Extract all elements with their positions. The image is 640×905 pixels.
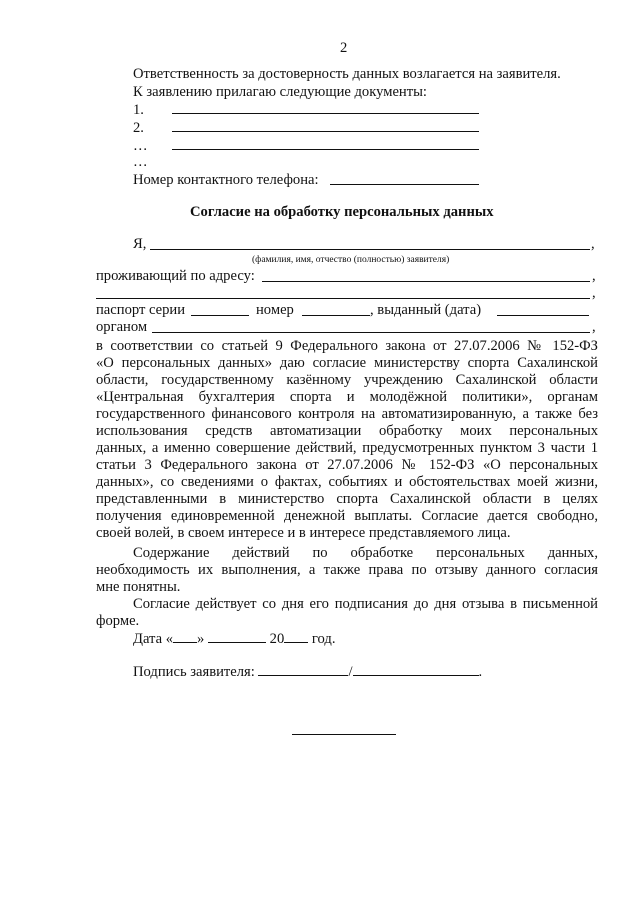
date-prefix: Дата «	[133, 631, 174, 647]
signature-row	[133, 663, 482, 681]
body-line-last: своей волей, в своем интересе и в интересе представляемого лица.	[96, 525, 511, 541]
date-close-quote: »	[197, 631, 205, 647]
address-comma-2: ,	[592, 285, 596, 301]
end-rule	[292, 734, 396, 735]
consent-title: Согласие на обработку персональных данных	[190, 204, 494, 220]
fio-line	[150, 249, 590, 250]
content-line-3: мне понятны.	[96, 579, 181, 595]
page-number: 2	[340, 40, 348, 56]
attach-docs-text: К заявлению прилагаю следующие документы:	[133, 84, 427, 100]
date-day-line	[173, 630, 197, 643]
valid-line-1: Согласие действует со дня его подписания до дня отзыва в письменной	[133, 596, 598, 612]
doc-item-1-number: 1.	[133, 102, 144, 118]
address-label: проживающий по адресу:	[96, 268, 255, 284]
phone-line	[330, 184, 479, 185]
passport-series-line	[191, 315, 249, 316]
date-year-prefix: 20	[269, 631, 285, 647]
passport-number-line	[302, 315, 370, 316]
doc-item-1-line	[172, 113, 479, 114]
address-line-2	[96, 298, 590, 299]
doc-item-4-number: …	[133, 154, 148, 170]
body-line-10: представленными в министерство спорта Сахалинской области в целях	[96, 491, 598, 507]
address-line-1	[262, 281, 590, 282]
body-line-11: получения единовременной денежной выплаты. Согласие дается свободно,	[96, 508, 598, 524]
body-line-1: в соответствии со статьей 9 Федерального закона от 27.07.2006 № 152-ФЗ	[96, 338, 598, 354]
body-line-9: данных», со сведениями о фактах, событиях и обстоятельствах моей жизни,	[96, 474, 598, 490]
doc-item-2-number: 2.	[133, 120, 144, 136]
body-line-7: данных, а именно совершение действий, предусмотренных пунктом 3 части 1	[96, 440, 598, 456]
doc-item-2-line	[172, 131, 479, 132]
content-line-2: необходимость их выполнения, а также права по отзыву данного согласия	[96, 562, 598, 578]
body-line-8: статьи 3 Федерального закона от 27.07.2006 № 152-ФЗ «О персональных	[96, 457, 598, 473]
responsibility-text: Ответственность за достоверность данных возлагается на заявителя.	[133, 66, 561, 82]
date-label	[133, 630, 335, 648]
ya-label: Я,	[133, 236, 147, 252]
date-god: год.	[311, 631, 336, 647]
body-line-6: использования средств автоматизации обработку моих персональных	[96, 423, 598, 439]
date-year-line	[284, 630, 308, 643]
signature-label: Подпись заявителя:	[133, 664, 255, 680]
organ-label: органом	[96, 319, 148, 335]
signature-period: .	[478, 664, 483, 680]
doc-item-3-line	[172, 149, 479, 150]
signature-slash: /	[348, 664, 353, 680]
body-line-2: «О персональных данных» даю согласие министерству спорта Сахалинской	[96, 355, 598, 371]
body-line-4: «Центральная бухгалтерия спорта и молодёжной политики», органам	[96, 389, 598, 405]
fio-caption: (фамилия, имя, отчество (полностью) заявителя)	[252, 255, 450, 265]
content-line-1: Содержание действий по обработке персональных данных,	[133, 545, 598, 561]
date-month-line	[208, 630, 266, 643]
doc-item-3-number: …	[133, 138, 148, 154]
passport-number-label: номер	[256, 302, 294, 318]
fio-comma: ,	[591, 236, 595, 252]
phone-label: Номер контактного телефона:	[133, 172, 319, 188]
signature-line	[258, 663, 348, 676]
organ-comma: ,	[592, 319, 596, 335]
body-line-3: области, государственному казённому учреждению Сахалинской области	[96, 372, 598, 388]
body-line-5: государственного финансового контроля на автоматизированную, а также без	[96, 406, 598, 422]
signature-name-line	[353, 663, 479, 676]
passport-series-label: паспорт серии	[96, 302, 186, 318]
passport-issued-label: , выданный (дата)	[370, 302, 482, 318]
address-comma-1: ,	[592, 268, 596, 284]
passport-issued-line	[497, 315, 589, 316]
valid-line-2: форме.	[96, 613, 140, 629]
organ-line	[152, 332, 590, 333]
